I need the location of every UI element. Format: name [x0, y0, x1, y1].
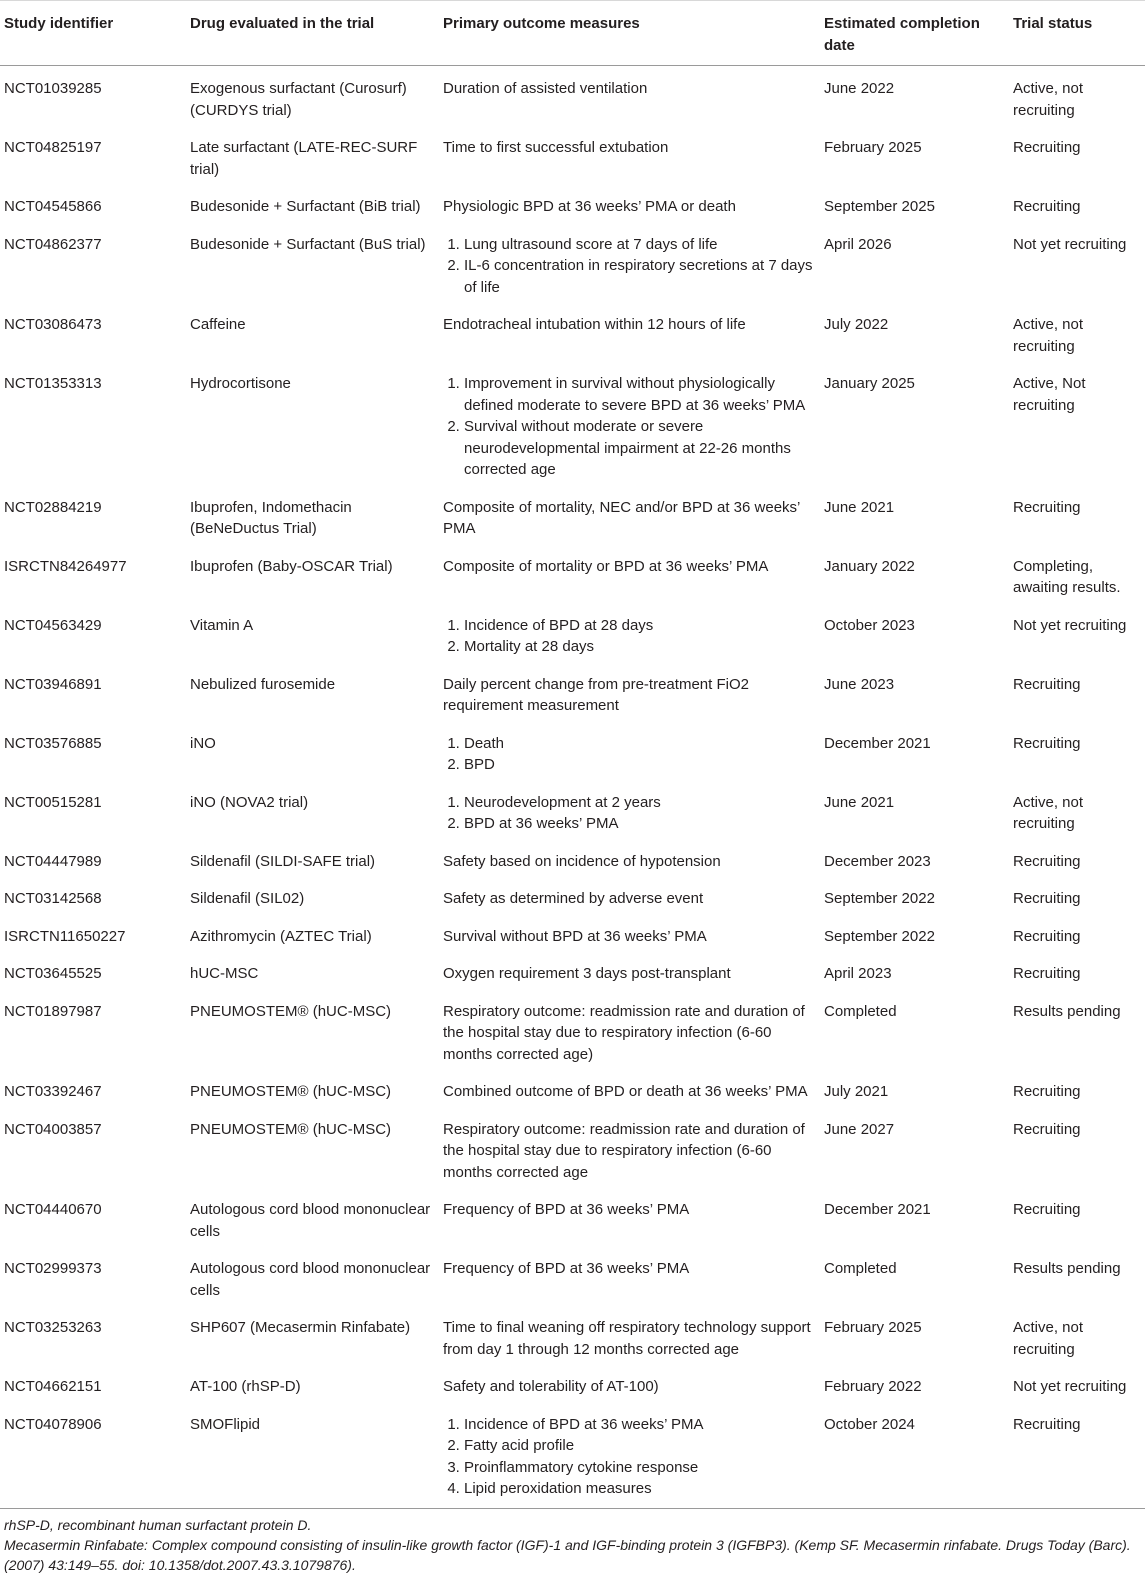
completion-date-cell: September 2025 [824, 198, 935, 215]
completion-date-cell: April 2026 [824, 235, 892, 253]
primary-outcome-cell [439, 780, 820, 839]
table-row [0, 914, 1145, 952]
completion-date-cell: January 2022 [824, 557, 915, 575]
primary-outcome-cell: Oxygen requirement 3 days post-transplant [443, 965, 731, 982]
primary-outcome-cell: Survival without BPD at 36 weeks’ PMA [443, 927, 707, 945]
trial-status-cell: Active, not recruiting [1013, 316, 1084, 355]
drug-cell: Nebulized furosemide [190, 675, 336, 693]
trial-status-cell: Results pending [1013, 1260, 1121, 1277]
header-completion-date: Estimated completion date [820, 1, 1009, 66]
drug-cell: AT-100 (rhSP-D) [190, 1378, 301, 1395]
header-drug: Drug evaluated in the trial [186, 1, 439, 66]
trial-status-cell: Recruiting [1013, 1120, 1081, 1138]
completion-date-cell: December 2021 [824, 1201, 931, 1218]
table-row [0, 1402, 1145, 1509]
trial-status-cell: Active, not recruiting [1013, 80, 1084, 119]
primary-outcome-cell: Daily percent change from pre-treatment FiO2 requirement measurement [443, 675, 749, 714]
outcome-list-item: 2. BPD at 36 weeks’ PMA [464, 813, 816, 835]
header-study-identifier: Study identifier [0, 1, 186, 66]
drug-cell: Exogenous surfactant (Curosurf) (CURDYS trial) [190, 80, 407, 119]
primary-outcome-cell: Composite of mortality, NEC and/or BPD at 36 weeks’ PMA [443, 498, 800, 537]
study-identifier-cell: NCT03142568 [4, 890, 102, 907]
primary-outcome-cell [439, 361, 820, 485]
study-identifier-cell: ISRCTN11650227 [4, 927, 126, 945]
trial-status-cell: Completing, awaiting results. [1013, 557, 1121, 596]
drug-cell: Hydrocortisone [190, 375, 291, 392]
table-row [0, 603, 1145, 662]
table-row [0, 662, 1145, 721]
trial-status-cell: Recruiting [1013, 852, 1081, 870]
study-identifier-cell: ISRCTN84264977 [4, 557, 127, 575]
study-identifier-cell: NCT04563429 [4, 616, 102, 634]
table-row [0, 485, 1145, 544]
completion-date-cell: December 2023 [824, 852, 931, 870]
table-header [0, 1, 1145, 66]
table-row [0, 222, 1145, 303]
study-identifier-cell: NCT02884219 [4, 498, 102, 516]
table-row [0, 876, 1145, 914]
study-identifier-cell: NCT04545866 [4, 198, 102, 215]
trial-status-cell: Recruiting [1013, 139, 1081, 156]
table-body [0, 66, 1145, 1509]
trial-status-cell: Not yet recruiting [1013, 1378, 1127, 1395]
table-row [0, 66, 1145, 126]
outcome-list [443, 1414, 816, 1500]
outcome-list-item: 1. Incidence of BPD at 28 days [464, 615, 816, 637]
outcome-list-item: 1. Death [464, 733, 816, 755]
trial-status-cell: Recruiting [1013, 927, 1081, 945]
completion-date-cell: February 2025 [824, 1319, 922, 1336]
table-row [0, 361, 1145, 485]
completion-date-cell: June 2022 [824, 80, 895, 97]
drug-cell: Ibuprofen, Indomethacin (BeNeDuctus Trial) [190, 498, 352, 537]
table-row [0, 951, 1145, 989]
drug-cell: iNO [190, 734, 216, 752]
study-identifier-cell: NCT02999373 [4, 1260, 102, 1277]
study-identifier-cell: NCT04825197 [4, 139, 102, 156]
study-identifier-cell: NCT03645525 [4, 965, 102, 982]
outcome-list-item: 1. Lung ultrasound score at 7 days of life [464, 234, 816, 256]
trial-status-cell: Not yet recruiting [1013, 235, 1127, 253]
outcome-list-item: 1. Neurodevelopment at 2 years [464, 792, 816, 814]
drug-cell: iNO (NOVA2 trial) [190, 793, 309, 811]
study-identifier-cell: NCT04003857 [4, 1120, 102, 1138]
outcome-list [443, 373, 816, 481]
study-identifier-cell: NCT00515281 [4, 793, 102, 811]
header-trial-status: Trial status [1009, 1, 1145, 66]
study-identifier-cell: NCT03086473 [4, 316, 102, 333]
outcome-list-item: 2. Fatty acid profile [464, 1435, 816, 1457]
trial-status-cell: Recruiting [1013, 1083, 1081, 1100]
trial-status-cell: Results pending [1013, 1002, 1121, 1020]
completion-date-cell: April 2023 [824, 965, 892, 982]
trial-status-cell: Recruiting [1013, 734, 1081, 752]
primary-outcome-cell: Time to final weaning off respiratory technology support from day 1 through 12 months corrected age [443, 1319, 811, 1358]
drug-cell: Budesonide + Surfactant (BiB trial) [190, 198, 421, 215]
drug-cell: Late surfactant (LATE-REC-SURF trial) [190, 139, 418, 178]
table-row [0, 1246, 1145, 1305]
completion-date-cell: October 2023 [824, 616, 915, 634]
drug-cell: Caffeine [190, 316, 246, 333]
primary-outcome-cell: Respiratory outcome: readmission rate and duration of the hospital stay due to respiratory infection (6-60 months corrected age) [443, 1002, 805, 1063]
outcome-list [443, 792, 816, 835]
outcome-list-item: 2. IL-6 concentration in respiratory secretions at 7 days of life [464, 255, 816, 298]
completion-date-cell: July 2021 [824, 1083, 889, 1100]
table-row [0, 989, 1145, 1070]
primary-outcome-cell: Frequency of BPD at 36 weeks’ PMA [443, 1201, 690, 1218]
outcome-list-item: 2. BPD [464, 754, 816, 776]
trial-status-cell: Active, not recruiting [1013, 793, 1084, 832]
trial-status-cell: Recruiting [1013, 1201, 1081, 1218]
primary-outcome-cell: Frequency of BPD at 36 weeks’ PMA [443, 1260, 690, 1277]
outcome-list [443, 615, 816, 658]
primary-outcome-cell: Safety as determined by adverse event [443, 890, 704, 907]
trial-status-cell: Active, not recruiting [1013, 1319, 1084, 1358]
drug-cell: Ibuprofen (Baby-OSCAR Trial) [190, 557, 393, 575]
study-identifier-cell: NCT03576885 [4, 734, 102, 752]
primary-outcome-cell [439, 721, 820, 780]
outcome-list-item: 2. Survival without moderate or severe neurodevelopmental impairment at 22-26 months corrected age [464, 416, 816, 481]
study-identifier-cell: NCT03253263 [4, 1319, 102, 1336]
study-identifier-cell: NCT01353313 [4, 375, 102, 392]
table-row [0, 1187, 1145, 1246]
study-identifier-cell: NCT01897987 [4, 1002, 102, 1020]
study-identifier-cell: NCT03392467 [4, 1083, 102, 1100]
drug-cell: Sildenafil (SILDI-SAFE trial) [190, 852, 376, 870]
study-identifier-cell: NCT01039285 [4, 80, 102, 97]
drug-cell: PNEUMOSTEM® (hUC-MSC) [190, 1083, 392, 1100]
outcome-list-item: 1. Incidence of BPD at 36 weeks’ PMA [464, 1414, 816, 1436]
outcome-list-item: 1. Improvement in survival without physiologically defined moderate to severe BPD at 36 weeks’ PMA [464, 373, 816, 416]
primary-outcome-cell: Respiratory outcome: readmission rate and duration of the hospital stay due to respiratory infection (6-60 months corrected age [443, 1120, 805, 1181]
completion-date-cell: September 2022 [824, 927, 935, 945]
study-identifier-cell: NCT04078906 [0, 1402, 186, 1509]
table-row [0, 302, 1145, 361]
completion-date-cell: February 2025 [824, 139, 922, 156]
trial-status-cell: Recruiting [1013, 198, 1081, 215]
completion-date-cell: June 2021 [824, 498, 895, 516]
completion-date-cell: October 2024 [820, 1402, 1009, 1509]
table-footnotes [0, 1509, 1145, 1575]
completion-date-cell: June 2021 [824, 793, 895, 811]
trial-status-cell: Recruiting [1013, 965, 1081, 982]
table-row [0, 1305, 1145, 1364]
table-row [0, 544, 1145, 603]
table-row [0, 839, 1145, 877]
footnote-abbreviation: rhSP-D, recombinant human surfactant protein D. [4, 1516, 312, 1533]
study-identifier-cell: NCT03946891 [4, 675, 102, 693]
drug-cell: Autologous cord blood mononuclear cells [190, 1201, 431, 1240]
primary-outcome-cell [439, 222, 820, 303]
table-row [0, 1364, 1145, 1402]
primary-outcome-cell: Safety and tolerability of AT-100) [443, 1378, 659, 1395]
primary-outcome-cell: Endotracheal intubation within 12 hours of life [443, 316, 746, 333]
drug-cell: Vitamin A [190, 616, 254, 634]
trial-status-cell: Recruiting [1013, 890, 1081, 907]
study-identifier-cell: NCT04662151 [4, 1378, 102, 1395]
study-identifier-cell: NCT04447989 [4, 852, 102, 870]
primary-outcome-cell: Safety based on incidence of hypotension [443, 852, 721, 870]
completion-date-cell: September 2022 [824, 890, 935, 907]
completion-date-cell: January 2025 [824, 375, 915, 392]
table-row [0, 1069, 1145, 1107]
footnote-mecasermin: Mecasermin Rinfabate: Complex compound consisting of insulin-like growth factor (IGF)-1 and IGF-binding protein 3 (IGFBP3). (Kemp SF. Mecasermin rinfabate. Drugs Today (Barc). (2007) 43:149–55. doi: 10.1358/dot.2007.43.3.1079876). [4, 1536, 1131, 1573]
table-row [0, 721, 1145, 780]
drug-cell: SHP607 (Mecasermin Rinfabate) [190, 1319, 411, 1336]
outcome-list-item: 4. Lipid peroxidation measures [464, 1478, 816, 1500]
trial-status-cell: Recruiting [1009, 1402, 1145, 1509]
drug-cell: Sildenafil (SIL02) [190, 890, 305, 907]
primary-outcome-cell: Composite of mortality or BPD at 36 weeks’ PMA [443, 557, 769, 575]
primary-outcome-cell: Duration of assisted ventilation [443, 80, 648, 97]
primary-outcome-cell: Physiologic BPD at 36 weeks’ PMA or death [443, 198, 736, 215]
completion-date-cell: June 2023 [824, 675, 895, 693]
completion-date-cell: Completed [824, 1260, 897, 1277]
completion-date-cell: June 2027 [824, 1120, 895, 1138]
table-row [0, 780, 1145, 839]
drug-cell: PNEUMOSTEM® (hUC-MSC) [190, 1120, 392, 1138]
primary-outcome-cell: Time to first successful extubation [443, 139, 669, 156]
completion-date-cell: Completed [824, 1002, 897, 1020]
header-primary-outcome: Primary outcome measures [439, 1, 820, 66]
table-row [0, 125, 1145, 184]
drug-cell: Azithromycin (AZTEC Trial) [190, 927, 372, 945]
drug-cell: Autologous cord blood mononuclear cells [190, 1260, 431, 1299]
table-row [0, 184, 1145, 222]
primary-outcome-cell: Combined outcome of BPD or death at 36 weeks’ PMA [443, 1083, 808, 1100]
outcome-list [443, 733, 816, 776]
completion-date-cell: December 2021 [824, 734, 931, 752]
completion-date-cell: July 2022 [824, 316, 889, 333]
trial-status-cell: Recruiting [1013, 675, 1081, 693]
table-row [0, 1107, 1145, 1188]
drug-cell: Budesonide + Surfactant (BuS trial) [190, 235, 426, 253]
trial-status-cell: Active, Not recruiting [1013, 375, 1086, 414]
outcome-list-item: 2. Mortality at 28 days [464, 636, 816, 658]
outcome-list [443, 234, 816, 299]
drug-cell: SMOFlipid [186, 1402, 439, 1509]
drug-cell: PNEUMOSTEM® (hUC-MSC) [190, 1002, 392, 1020]
primary-outcome-cell [439, 1402, 820, 1509]
study-identifier-cell: NCT04862377 [4, 235, 102, 253]
completion-date-cell: February 2022 [824, 1378, 922, 1395]
outcome-list-item: 3. Proinflammatory cytokine response [464, 1457, 816, 1479]
trial-status-cell: Not yet recruiting [1013, 616, 1127, 634]
primary-outcome-cell [439, 603, 820, 662]
trial-status-cell: Recruiting [1013, 498, 1081, 516]
drug-cell: hUC-MSC [190, 965, 259, 982]
study-identifier-cell: NCT04440670 [4, 1201, 102, 1218]
